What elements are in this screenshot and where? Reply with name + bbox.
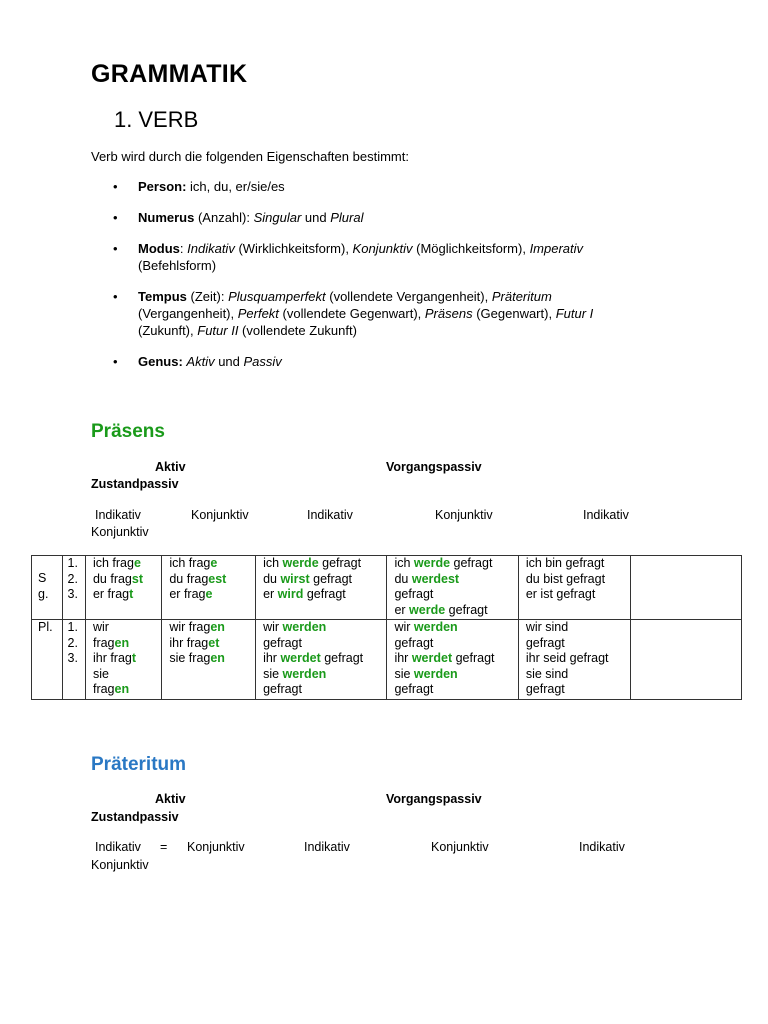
verb-ending: en	[210, 651, 225, 665]
pronoun: er	[263, 587, 278, 601]
cell-vorgang-konjunktiv-pl	[387, 620, 518, 700]
table-row-plural	[32, 620, 742, 700]
participle: gefragt	[320, 651, 364, 665]
genus-und: und	[214, 354, 244, 369]
tempus-praesens: Präsens	[424, 306, 473, 321]
verb-stem: wir frag	[169, 620, 211, 634]
pronoun: ich	[263, 556, 283, 570]
praeteritum-sub-indikativ-3: Indikativ	[579, 840, 625, 854]
praeteritum-sub-konjunktiv-1: Konjunktiv	[187, 840, 245, 854]
participle: gefragt	[450, 556, 493, 570]
pronoun: sie	[92, 666, 109, 681]
verb-stem: ihr frag	[169, 635, 209, 650]
pronoun: ich	[394, 556, 414, 570]
verb-ending: e	[210, 556, 218, 570]
verb-stem: ich frag	[92, 556, 134, 570]
pronoun: sie	[394, 666, 414, 681]
heading-text: VERB	[138, 107, 199, 132]
zustand-form: gefragt	[525, 635, 565, 650]
tempus-text-0: (Zeit):	[186, 289, 229, 304]
zustand-form: du bist gefragt	[525, 571, 606, 586]
document-title: GRAMMATIK	[91, 60, 248, 88]
auxiliary-verb: werde	[282, 556, 319, 570]
verb-stem: ihr frag	[92, 651, 132, 665]
auxiliary-verb: werden	[282, 620, 327, 634]
modus-konjunktiv: Konjunktiv	[352, 241, 413, 256]
praesens-aktiv-label: Aktiv	[155, 460, 186, 474]
auxiliary-verb: werde	[413, 556, 451, 570]
person-number: 1.	[67, 556, 78, 570]
participle: gefragt	[318, 556, 362, 570]
numerus-singular: Singular	[253, 210, 302, 225]
participle: gefragt	[394, 587, 434, 601]
tempus-text-2: (Vergangenheit),	[138, 306, 238, 321]
pronoun: wir	[92, 620, 109, 634]
praesens-sub-indikativ-2: Indikativ	[307, 508, 353, 522]
verb-stem: du frag	[169, 571, 209, 586]
section-praeteritum-heading: Präteritum	[91, 754, 187, 775]
sg-label-1: S	[38, 571, 47, 585]
pronoun: ihr	[263, 651, 281, 665]
praeteritum-sub-konjunktiv-3: Konjunktiv	[91, 858, 149, 872]
cell-zustand-indikativ-sg	[518, 556, 630, 620]
participle: gefragt	[263, 635, 302, 650]
praeteritum-aktiv-label: Aktiv	[155, 792, 186, 806]
list-item-modus	[113, 240, 658, 274]
verb-ending: t	[131, 651, 137, 665]
verb-stem: frag	[92, 635, 115, 650]
list-item-genus	[113, 353, 658, 370]
tempus-text-5: (Zukunft),	[138, 323, 198, 338]
cell-aktiv-indikativ-sg	[85, 556, 161, 620]
verb-ending: en	[114, 682, 130, 696]
praesens-sub-konjunktiv-2: Konjunktiv	[435, 508, 493, 522]
tempus-label: Tempus	[138, 289, 187, 304]
praeteritum-sub-konjunktiv-2: Konjunktiv	[431, 840, 489, 854]
conjugation-table	[31, 555, 742, 700]
sg-label-2: g.	[38, 586, 49, 601]
cell-zustand-konjunktiv-sg	[630, 556, 741, 620]
auxiliary-verb: werden	[282, 666, 327, 681]
genus-passiv: Passiv	[243, 354, 282, 369]
participle: gefragt	[394, 635, 434, 650]
pronoun: ihr	[394, 651, 412, 665]
row-label-plural	[32, 620, 63, 700]
tempus-futur-2: Futur II	[197, 323, 239, 338]
zustand-form: er ist gefragt	[525, 587, 596, 601]
tempus-perfekt: Perfekt	[237, 306, 279, 321]
modus-colon: :	[179, 241, 188, 256]
numerus-label: Numerus	[138, 210, 195, 225]
participle: gefragt	[309, 571, 353, 586]
zustand-form: ihr seid gefragt	[525, 651, 609, 665]
auxiliary-verb: werdet	[280, 651, 321, 665]
praeteritum-sub-indikativ-2: Indikativ	[304, 840, 350, 854]
pronoun: wir	[263, 620, 283, 634]
zustand-form: wir sind	[525, 620, 569, 634]
intro-text: Verb wird durch die folgenden Eigenschaften bestimmt:	[91, 149, 409, 164]
cell-aktiv-indikativ-pl	[85, 620, 161, 700]
modus-label: Modus	[138, 241, 180, 256]
verb-ending: e	[205, 587, 213, 601]
person-number: 3.	[67, 587, 78, 601]
cell-vorgang-indikativ-sg	[256, 556, 387, 620]
pronoun: er	[394, 602, 410, 617]
tempus-text-6: (vollendete Zukunft)	[238, 323, 357, 338]
auxiliary-verb: werden	[413, 666, 458, 681]
verb-stem: er frag	[92, 587, 130, 601]
list-item-tempus	[113, 288, 658, 339]
tempus-text-1: (vollendete Vergangenheit),	[325, 289, 492, 304]
numerus-plural: Plural	[330, 210, 364, 225]
list-item-person	[113, 178, 658, 195]
zustand-form: ich bin gefragt	[525, 556, 605, 570]
zustand-form: sie sind	[525, 666, 569, 681]
cell-zustand-indikativ-pl	[518, 620, 630, 700]
cell-zustand-konjunktiv-pl	[630, 620, 741, 700]
modus-indikativ: Indikativ	[187, 241, 235, 256]
modus-text-2: (Möglichkeitsform),	[412, 241, 530, 256]
numerus-und: und	[301, 210, 331, 225]
praeteritum-sub-equals: =	[160, 840, 168, 854]
person-number: 2.	[67, 635, 78, 650]
praesens-sub-indikativ-3: Indikativ	[583, 508, 629, 522]
person-number: 2.	[67, 571, 78, 586]
verb-stem: frag	[92, 682, 115, 696]
auxiliary-verb: wird	[277, 587, 304, 601]
person-number: 1.	[67, 620, 78, 634]
tempus-plusquamperfekt: Plusquamperfekt	[228, 289, 326, 304]
verb-ending: st	[131, 571, 144, 586]
verb-stem: er frag	[169, 587, 206, 601]
praesens-sub-konjunktiv-1: Konjunktiv	[191, 508, 249, 522]
praeteritum-sub-indikativ-1: Indikativ	[95, 840, 141, 854]
auxiliary-verb: werdest	[411, 571, 460, 586]
genus-label: Genus:	[138, 354, 183, 369]
person-numbers-sg	[62, 556, 85, 620]
person-label: Person:	[138, 179, 187, 194]
verb-ending: t	[129, 587, 134, 601]
pl-label: Pl.	[38, 620, 53, 634]
participle: gefragt	[452, 651, 495, 665]
row-label-singular	[32, 556, 63, 620]
person-text: ich, du, er/sie/es	[186, 179, 285, 194]
participle: gefragt	[303, 587, 346, 601]
cell-aktiv-konjunktiv-sg	[162, 556, 256, 620]
praeteritum-vorgangspassiv-label: Vorgangspassiv	[386, 792, 482, 806]
cell-aktiv-konjunktiv-pl	[162, 620, 256, 700]
auxiliary-verb: wirst	[280, 571, 310, 586]
pronoun: wir	[394, 620, 414, 634]
verb-ending: en	[210, 620, 225, 634]
verb-stem: du frag	[92, 571, 132, 586]
genus-aktiv: Aktiv	[186, 354, 215, 369]
praesens-sub-konjunktiv-3: Konjunktiv	[91, 525, 149, 539]
section-praesens-heading: Präsens	[91, 421, 165, 442]
person-number: 3.	[67, 651, 78, 665]
modus-imperativ: Imperativ	[529, 241, 584, 256]
tempus-text-3: (vollendete Gegenwart),	[278, 306, 425, 321]
praesens-sub-indikativ-1: Indikativ	[95, 508, 141, 522]
tempus-praeteritum: Präteritum	[491, 289, 552, 304]
verb-ending: et	[208, 635, 220, 650]
verb-ending: e	[133, 556, 141, 570]
modus-text-3: (Befehlsform)	[138, 258, 217, 273]
verb-stem: sie frag	[169, 651, 211, 665]
person-numbers-pl	[62, 620, 85, 700]
cell-vorgang-indikativ-pl	[256, 620, 387, 700]
praesens-zustandpassiv-label: Zustandpassiv	[91, 477, 179, 491]
numerus-text: (Anzahl):	[194, 210, 254, 225]
list-item-numerus	[113, 209, 658, 226]
praeteritum-zustandpassiv-label: Zustandpassiv	[91, 810, 179, 824]
pronoun: sie	[263, 666, 283, 681]
cell-vorgang-konjunktiv-sg	[387, 556, 518, 620]
section-heading-verb	[114, 107, 198, 133]
verb-stem: ich frag	[169, 556, 211, 570]
tempus-text-4: (Gegenwart),	[472, 306, 556, 321]
praesens-vorgangspassiv-label: Vorgangspassiv	[386, 460, 482, 474]
participle: gefragt	[263, 682, 302, 696]
auxiliary-verb: werdet	[411, 651, 453, 665]
heading-number: 1.	[114, 107, 133, 132]
auxiliary-verb: werde	[409, 602, 446, 617]
modus-text-1: (Wirklichkeitsform),	[234, 241, 353, 256]
pronoun: du	[263, 571, 281, 586]
pronoun: du	[394, 571, 412, 586]
property-list	[113, 178, 658, 384]
auxiliary-verb: werden	[413, 620, 458, 634]
participle: gefragt	[394, 682, 434, 696]
zustand-form: gefragt	[525, 682, 565, 696]
table-row-singular	[32, 556, 742, 620]
tempus-futur-1: Futur I	[555, 306, 594, 321]
verb-ending: en	[114, 635, 130, 650]
participle: gefragt	[445, 602, 488, 617]
verb-ending: est	[208, 571, 227, 586]
